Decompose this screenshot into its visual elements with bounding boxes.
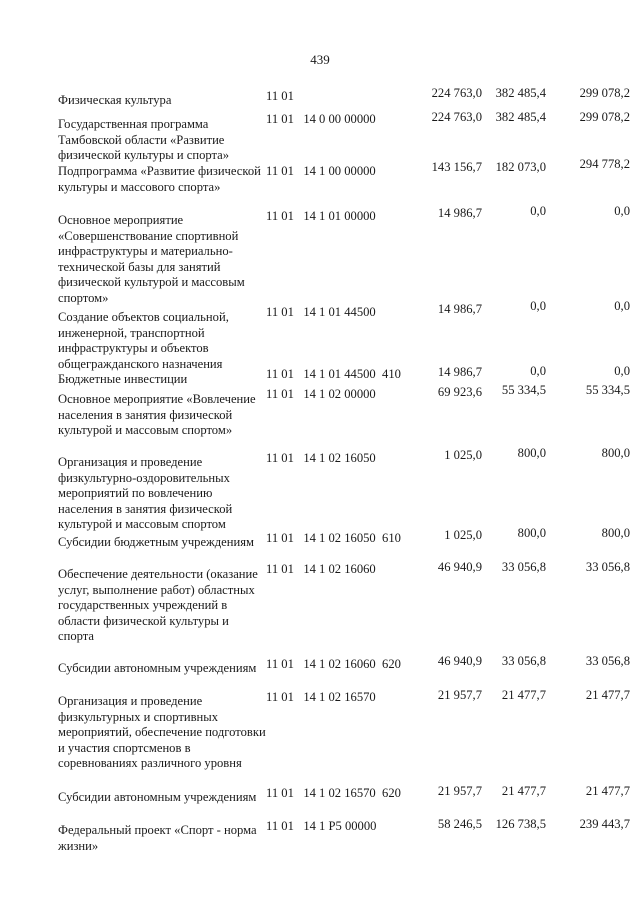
row-value-3: 800,0: [601, 526, 630, 540]
row-value-2: 126 738,5: [495, 817, 546, 831]
row-name: Субсидии автономным учреждениям: [58, 661, 257, 675]
row-value-1: 224 763,0: [431, 86, 482, 100]
row-value-3: 0,0: [614, 204, 630, 218]
row-name: Создание объектов социальной, инженерной, транспортной инфраструктуры и объектов общегражданского назначения: [58, 310, 229, 371]
row-codes: 11 01 14 1 01 44500 410: [266, 367, 401, 381]
page-number: 439: [310, 52, 330, 67]
row-name: Субсидии автономным учреждениям: [58, 790, 257, 804]
row-value-1: 69 923,6: [437, 385, 482, 399]
row-value-2: 382 485,4: [495, 86, 546, 100]
row-value-1: 14 986,7: [437, 302, 482, 316]
row-name: Организация и проведение физкультурно-оздоровительных мероприятий по вовлечению населения в занятия физической культурой и массовым спортом: [58, 455, 233, 531]
row-name: Субсидии бюджетным учреждениям: [58, 535, 254, 549]
row-value-1: 1 025,0: [444, 448, 482, 462]
row-value-1: 14 986,7: [437, 206, 482, 220]
row-name: Организация и проведение физкультурных и спортивных мероприятий, обеспечение подготовки и участия спортсменов в соревнованиях различного уровня: [58, 694, 266, 770]
row-value-3: 55 334,5: [585, 383, 630, 397]
row-name: Федеральный проект «Спорт - норма жизни»: [58, 823, 257, 853]
row-value-1: 46 940,9: [437, 654, 482, 668]
row-value-1: 21 957,7: [437, 784, 482, 798]
row-codes: 11 01 14 1 P5 00000: [266, 819, 377, 833]
row-value-3: 239 443,7: [579, 817, 630, 831]
row-codes: 11 01 14 1 02 16060: [266, 562, 376, 576]
row-value-2: 382 485,4: [495, 110, 546, 124]
row-name: Бюджетные инвестиции: [58, 372, 188, 386]
row-value-2: 0,0: [530, 204, 546, 218]
row-value-3: 21 477,7: [585, 688, 630, 702]
row-value-1: 14 986,7: [437, 365, 482, 379]
row-value-2: 21 477,7: [501, 688, 546, 702]
row-name: Подпрограмма «Развитие физической культуры и массового спорта»: [58, 164, 261, 194]
row-value-2: 0,0: [530, 364, 546, 378]
row-value-3: 0,0: [614, 364, 630, 378]
row-value-2: 182 073,0: [495, 160, 546, 174]
row-value-3: 21 477,7: [585, 784, 630, 798]
row-codes: 11 01 14 1 02 16060 620: [266, 657, 401, 671]
row-value-1: 224 763,0: [431, 110, 482, 124]
row-value-2: 33 056,8: [501, 560, 546, 574]
row-codes: 11 01 14 1 01 44500: [266, 305, 376, 319]
row-codes: 11 01 14 1 02 16050 610: [266, 531, 401, 545]
row-name: Физическая культура: [58, 93, 172, 107]
row-value-3: 299 078,2: [579, 110, 630, 124]
row-value-3: 0,0: [614, 299, 630, 313]
row-value-1: 58 246,5: [437, 817, 482, 831]
row-name: Основное мероприятие «Вовлечение населения в занятия физической культурой и массовым спортом»: [58, 392, 256, 437]
row-value-1: 1 025,0: [444, 528, 482, 542]
row-codes: 11 01 14 0 00 00000: [266, 112, 376, 126]
row-codes: 11 01 14 1 02 00000: [266, 387, 376, 401]
row-value-2: 55 334,5: [501, 383, 546, 397]
row-value-2: 800,0: [517, 526, 546, 540]
row-codes: 11 01 14 1 02 16570: [266, 690, 376, 704]
row-codes: 11 01 14 1 02 16050: [266, 451, 376, 465]
row-value-3: 299 078,2: [579, 86, 630, 100]
row-name: Государственная программа Тамбовской области «Развитие физической культуры и спорта»: [58, 117, 230, 162]
row-value-3: 294 778,2: [579, 157, 630, 171]
row-codes: 11 01 14 1 00 00000: [266, 164, 376, 178]
row-value-2: 800,0: [517, 446, 546, 460]
row-codes: 11 01 14 1 02 16570 620: [266, 786, 401, 800]
row-value-1: 21 957,7: [437, 688, 482, 702]
row-value-2: 0,0: [530, 299, 546, 313]
row-codes: 11 01: [266, 89, 294, 103]
row-value-1: 46 940,9: [437, 560, 482, 574]
row-value-2: 21 477,7: [501, 784, 546, 798]
row-value-3: 33 056,8: [585, 654, 630, 668]
row-value-3: 33 056,8: [585, 560, 630, 574]
row-value-2: 33 056,8: [501, 654, 546, 668]
row-value-1: 143 156,7: [431, 160, 482, 174]
row-name: Обеспечение деятельности (оказание услуг, выполнение работ) областных государственных учреждений в области физической культуры и спорта: [58, 567, 258, 643]
row-name: Основное мероприятие «Совершенствование спортивной инфраструктуры и материально-технической базы для занятий физической культурой и массовым спортом»: [58, 213, 245, 305]
row-value-3: 800,0: [601, 446, 630, 460]
row-codes: 11 01 14 1 01 00000: [266, 209, 376, 223]
